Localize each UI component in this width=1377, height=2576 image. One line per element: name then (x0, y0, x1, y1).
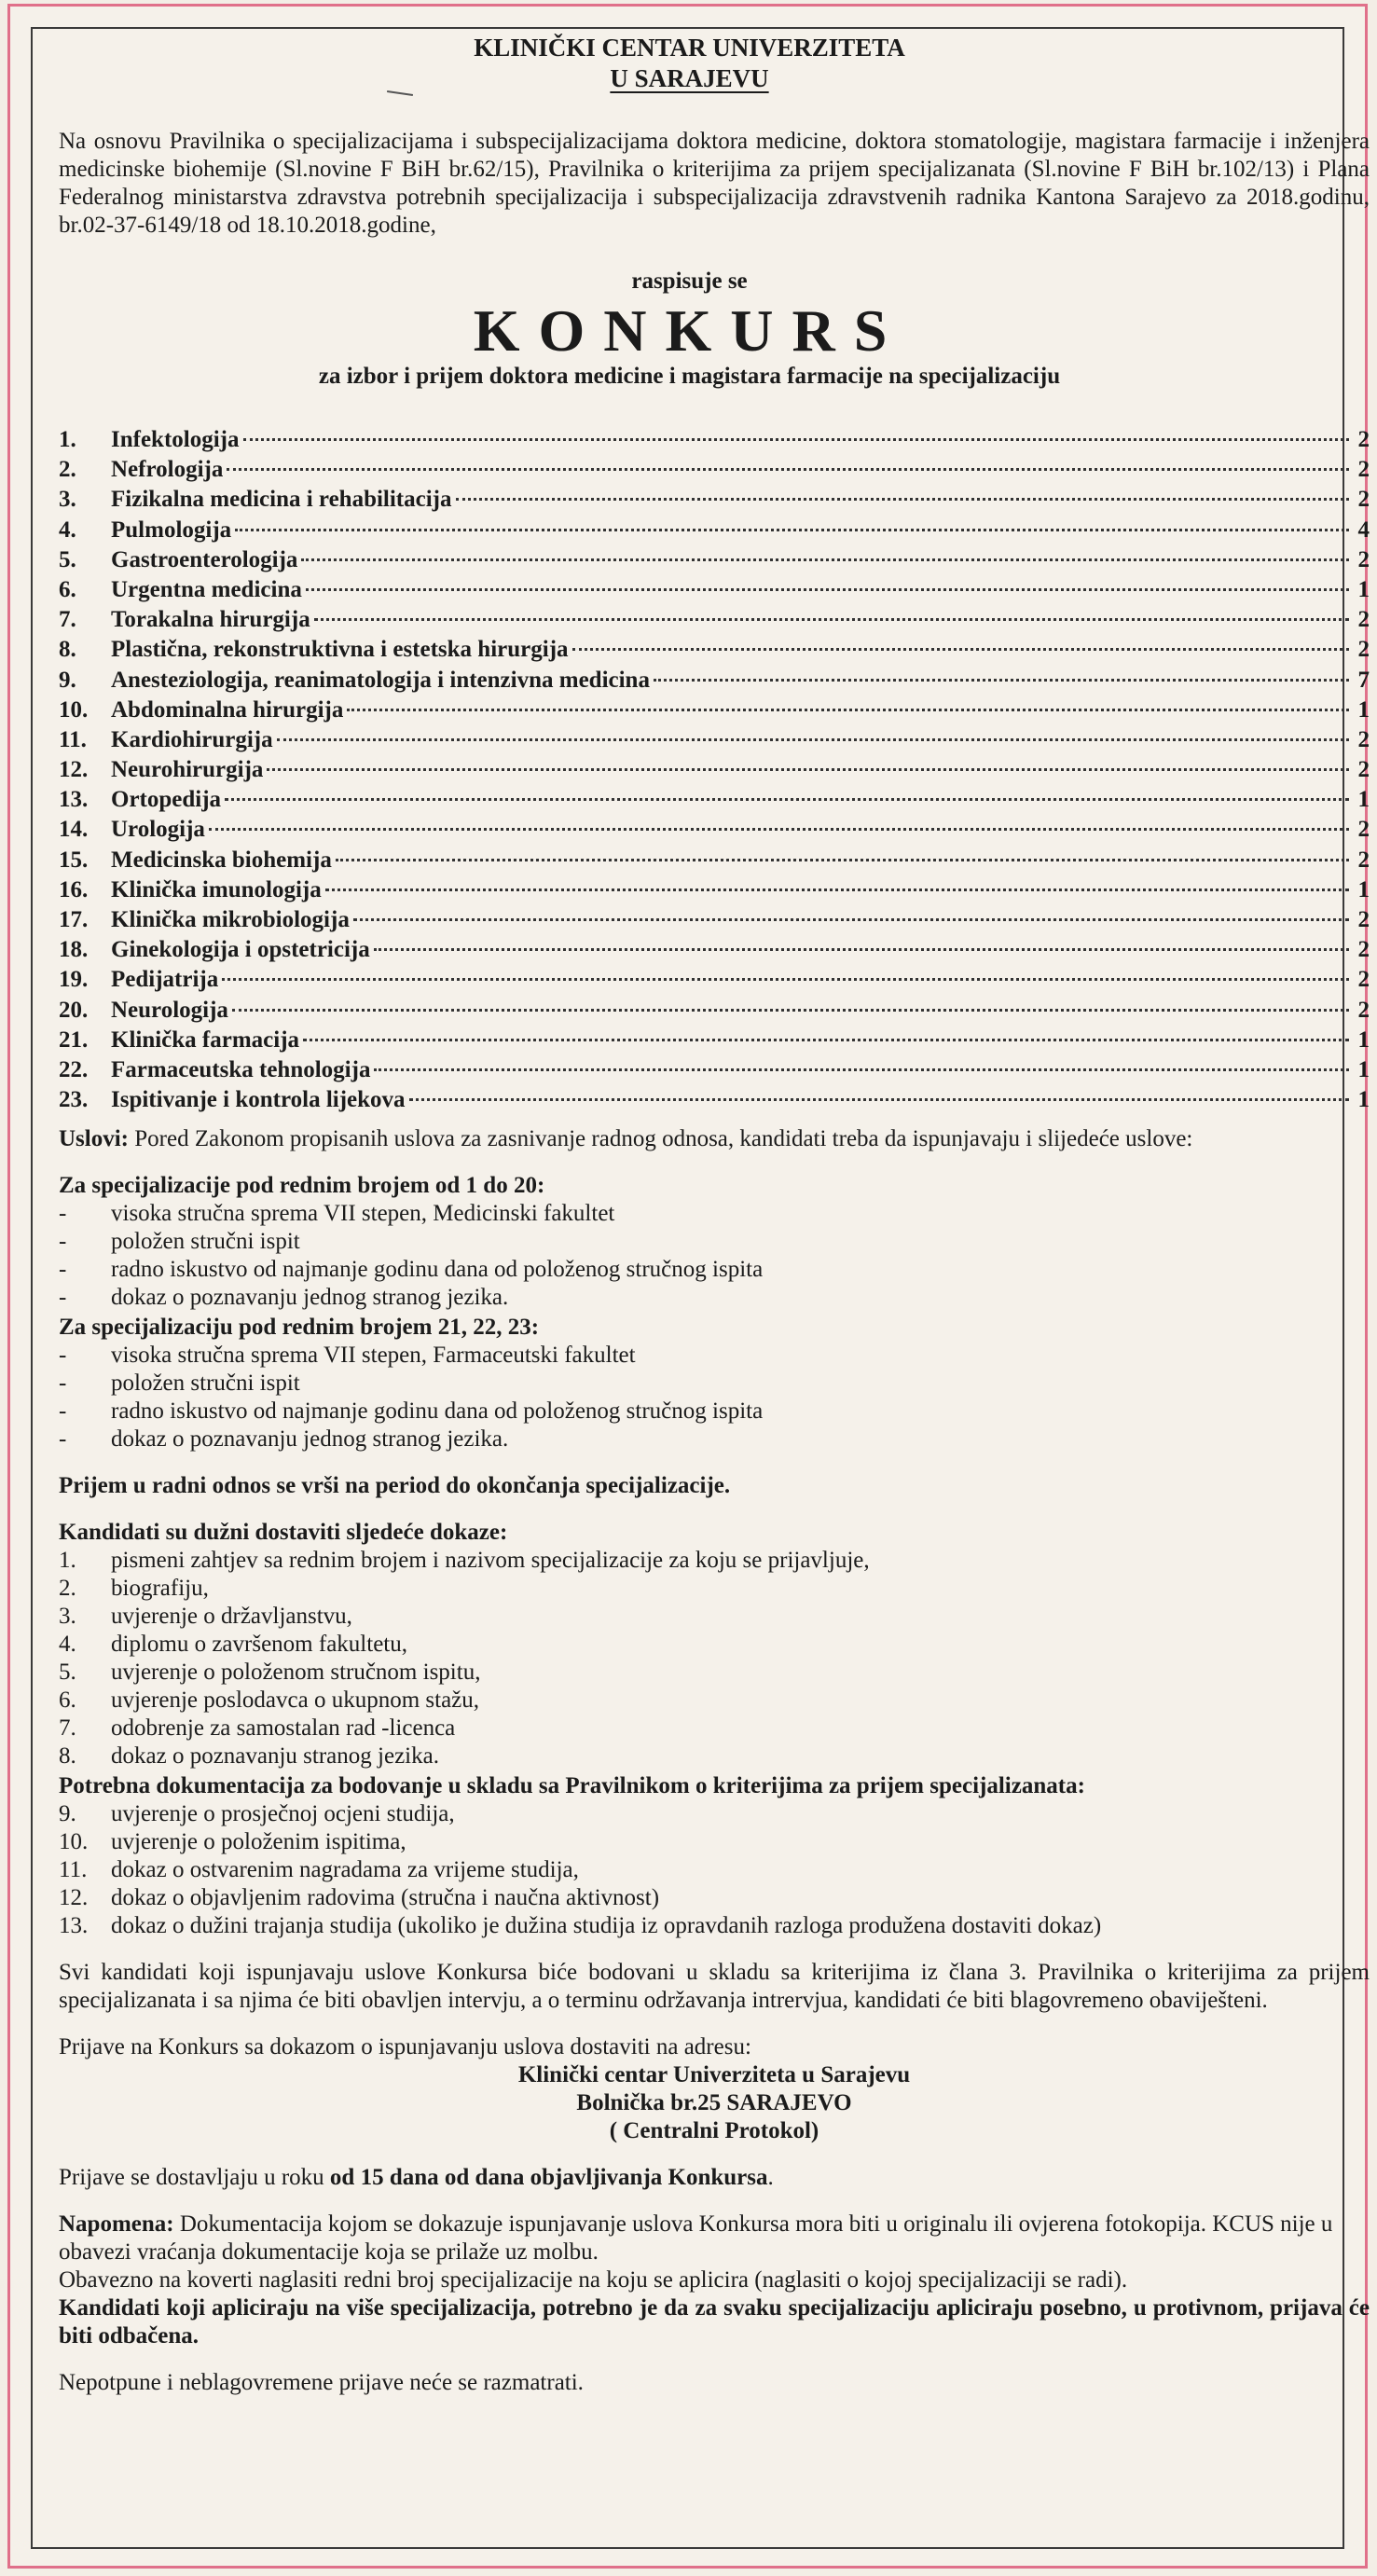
specialization-row (59, 456, 1370, 486)
document-text: pismeni zahtjev sa rednim brojem i nazivom specijalizacije za koju se prijavljuje, (111, 1548, 870, 1574)
candidates-paragraph: Svi kandidati koji ispunjavaju uslove Konkursa biće bodovani u skladu sa kriterijima iz člana 3. Pravilnika o kriterijima za prijem specijalizanata i sa njima će biti obavljen intervju, a o terminu održavanja intrervjua, kandidati će biti blagovremeno obaviješteni. (59, 1960, 1370, 2014)
document-number: 8. (59, 1743, 76, 1770)
specialization-row (59, 667, 1370, 696)
document-frame (31, 27, 1370, 2549)
specialization-row (59, 726, 1370, 756)
intro-paragraph: Na osnovu Pravilnika o specijalizacijama i subspecijalizacijama doktora medicine, doktora stomatologije, magistara farmacije i inženjera medicinske biohemije (Sl.novine F BiH br.62/15), Pravilnika o kriterijima za prijem specijalizanata (Sl.novine F BiH br.102/13) i Plana Federalnog ministarstva zdravstva potrebnih specijalizacija i subspecijalizacija zdravstvenih radnika Kantona Sarajevo za 2018.godinu, br.02-37-6149/18 od 18.10.2018.godine, (59, 129, 1370, 238)
document-item (59, 1856, 1377, 1884)
specialization-row (59, 576, 1370, 606)
specialization-row (59, 517, 1370, 546)
specialization-number: 23. (59, 1087, 89, 1113)
specialization-count: 1 (1357, 696, 1370, 723)
document-text: dokaz o objavljenim radovima (stručna i naučna aktivnost) (111, 1885, 660, 1911)
specialization-number: 19. (59, 967, 89, 993)
specialization-number: 13. (59, 787, 89, 813)
specialization-count: 2 (1357, 937, 1370, 963)
document-number: 12. (59, 1885, 89, 1911)
specialization-row (59, 1086, 1370, 1116)
document-text: uvjerenje o položenom stručnom ispitu, (111, 1660, 481, 1686)
specialization-name: Kardiohirurgija (111, 726, 273, 752)
specialization-name: Abdominalna hirurgija (111, 696, 344, 723)
document-text: uvjerenje o državljanstvu, (111, 1604, 352, 1630)
specialization-count: 1 (1357, 1026, 1370, 1053)
document-item (59, 1631, 1377, 1659)
dot-leader (222, 978, 1349, 981)
requirement-item (59, 1426, 1377, 1453)
specialization-count: 2 (1357, 607, 1370, 633)
document-item (59, 1912, 1377, 1940)
note-paragraph (59, 2211, 1370, 2266)
specialization-number: 14. (59, 817, 89, 843)
specialization-number: 12. (59, 757, 89, 783)
document-item (59, 1547, 1377, 1575)
bullet-mark: - (59, 1257, 67, 1283)
specialization-name: Neurohirurgija (111, 757, 264, 783)
specialization-name: Anesteziologija, reanimatologija i intenzivna medicina (111, 667, 650, 693)
deadline-post: . (767, 2165, 774, 2191)
dot-leader (267, 768, 1349, 771)
specialization-count: 1 (1357, 876, 1370, 902)
dot-leader (225, 798, 1349, 801)
document-text: dokaz o poznavanju stranog jezika. (111, 1743, 439, 1770)
specialization-name: Ispitivanje i kontrola lijekova (111, 1087, 406, 1113)
specialization-row (59, 546, 1370, 576)
note-multiple: Kandidati koji apliciraju na više specijalizacija, potrebno je da za svaku specijalizaciju apliciraju posebno, u protivnom, prijava će biti odbačena. (59, 2295, 1370, 2349)
bullet-mark: - (59, 1229, 67, 1255)
specialization-number: 6. (59, 576, 76, 602)
specialization-row (59, 847, 1370, 876)
document-text: biografiju, (111, 1576, 209, 1602)
requirement-item (59, 1256, 1377, 1284)
documents-heading: Kandidati su dužni dostaviti sljedeće dokaze: (59, 1520, 508, 1546)
document-number: 9. (59, 1801, 76, 1827)
document-item (59, 1743, 1377, 1770)
specialization-number: 15. (59, 847, 89, 873)
specialization-name: Klinička farmacija (111, 1026, 300, 1053)
scoring-list (59, 1800, 1377, 1940)
specialization-name: Plastična, rekonstruktivna i estetska hirurgija (111, 637, 569, 663)
specialization-name: Ortopedija (111, 787, 222, 813)
document-title: KONKURS (473, 297, 906, 364)
deadline-bold: od 15 dana od dana objavljivanja Konkursa (329, 2165, 768, 2191)
requirement-text: visoka stručna sprema VII stepen, Medicinski fakultet (111, 1201, 615, 1227)
specialization-count: 2 (1357, 757, 1370, 783)
specialization-number: 3. (59, 487, 76, 513)
specialization-count: 1 (1357, 576, 1370, 602)
specialization-count: 2 (1357, 546, 1370, 572)
specialization-row (59, 486, 1370, 516)
document-text: uvjerenje poslodavca o ukupnom stažu, (111, 1687, 480, 1714)
requirement-item (59, 1342, 1377, 1370)
address-line-2: Bolnička br.25 SARAJEVO (576, 2090, 852, 2116)
specialization-number: 20. (59, 997, 89, 1023)
specialization-row (59, 1026, 1370, 1056)
address-line-3: ( Centralni Protokol) (609, 2118, 819, 2144)
requirement-item (59, 1398, 1377, 1426)
requirement-text: radno iskustvo od najmanje godinu dana od položenog stručnog ispita (111, 1398, 764, 1425)
document-number: 13. (59, 1913, 89, 1939)
specialization-row (59, 876, 1370, 906)
dot-leader (374, 948, 1349, 951)
specialization-number: 10. (59, 696, 89, 723)
bullet-mark: - (59, 1343, 67, 1369)
specialization-count: 1 (1357, 787, 1370, 813)
page-border (7, 4, 1368, 2569)
requirement-text: radno iskustvo od najmanje godinu dana od položenog stručnog ispita (111, 1257, 764, 1283)
specialization-row (59, 997, 1370, 1026)
document-text: odobrenje za samostalan rad -licenca (111, 1715, 456, 1742)
group1-heading: Za specijalizacije pod rednim brojem od 1 do 20: (59, 1173, 545, 1199)
requirement-text: položen stručni ispit (111, 1371, 300, 1397)
document-text: uvjerenje o prosječnoj ocjeni studija, (111, 1801, 455, 1827)
specialization-count: 2 (1357, 847, 1370, 873)
requirement-item (59, 1228, 1377, 1256)
specialization-name: Fizikalna medicina i rehabilitacija (111, 487, 452, 513)
document-item (59, 1603, 1377, 1631)
dot-leader (301, 558, 1349, 561)
dot-leader (232, 1009, 1349, 1012)
specialization-number: 18. (59, 937, 89, 963)
document-subtitle: za izbor i prijem doktora medicine i magistara farmacije na specijalizaciju (318, 364, 1061, 389)
specialization-name: Nefrologija (111, 457, 224, 483)
dot-leader (572, 648, 1349, 651)
specialization-number: 11. (59, 726, 87, 752)
specialization-name: Klinička imunologija (111, 876, 322, 902)
specialization-name: Neurologija (111, 997, 228, 1023)
dot-leader (456, 498, 1349, 501)
specialization-row (59, 636, 1370, 666)
document-number: 11. (59, 1857, 88, 1883)
dot-leader (374, 1068, 1349, 1071)
specialization-count: 2 (1357, 726, 1370, 752)
specialization-list (59, 426, 1370, 1116)
document-number: 3. (59, 1604, 76, 1630)
specialization-row (59, 1056, 1370, 1086)
specialization-row (59, 936, 1370, 966)
document-text: dokaz o ostvarenim nagradama za vrijeme studija, (111, 1857, 579, 1883)
dot-leader (654, 679, 1349, 682)
specialization-count: 2 (1357, 907, 1370, 932)
requirement-item (59, 1370, 1377, 1398)
document-item (59, 1715, 1377, 1743)
document-item (59, 1687, 1377, 1715)
specialization-count: 1 (1357, 1056, 1370, 1082)
specialization-number: 16. (59, 876, 89, 902)
specialization-name: Infektologija (111, 427, 240, 452)
requirement-text: položen stručni ispit (111, 1229, 300, 1255)
specialization-count: 2 (1357, 487, 1370, 513)
dot-leader (347, 709, 1349, 711)
dot-leader (235, 529, 1349, 531)
deadline-paragraph (59, 2164, 1370, 2192)
specialization-name: Medicinska biohemija (111, 847, 332, 873)
requirement-text: visoka stručna sprema VII stepen, Farmaceutski fakultet (111, 1343, 636, 1369)
specialization-number: 21. (59, 1026, 89, 1053)
document-item (59, 1828, 1377, 1856)
note-label: Napomena: (59, 2211, 174, 2238)
announcement-line: raspisuje se (631, 269, 748, 294)
conditions-text: Pored Zakonom propisanih uslova za zasnivanje radnog odnosa, kandidati treba da ispunjavaju i slijedeće uslove: (129, 1126, 1193, 1152)
institution-city: U SARAJEVU (610, 64, 769, 92)
dot-leader (209, 828, 1349, 831)
specialization-number: 8. (59, 637, 76, 663)
address-intro: Prijave na Konkurs sa dokazom o ispunjavanju uslova dostaviti na adresu: (59, 2034, 751, 2060)
dot-leader (325, 889, 1349, 891)
dot-leader (227, 468, 1349, 471)
document-item (59, 1884, 1377, 1912)
dot-leader (314, 618, 1349, 621)
document-content (59, 29, 1377, 2397)
document-item (59, 1659, 1377, 1687)
bullet-mark: - (59, 1285, 67, 1311)
specialization-number: 1. (59, 427, 76, 452)
conditions-label: Uslovi: (59, 1126, 129, 1152)
dot-leader (409, 1098, 1349, 1101)
document-item (59, 1800, 1377, 1828)
document-number: 4. (59, 1632, 76, 1658)
document-text: diplomu o završenom fakultetu, (111, 1632, 407, 1658)
requirement-text: dokaz o poznavanju jednog stranog jezika. (111, 1426, 509, 1453)
specialization-number: 17. (59, 907, 89, 932)
institution-name: KLINIČKI CENTAR UNIVERZITETA (474, 34, 905, 62)
specialization-count: 1 (1357, 1087, 1370, 1113)
specialization-name: Urologija (111, 817, 205, 843)
specialization-name: Ginekologija i opstetricija (111, 937, 370, 963)
incomplete-notice: Nepotpune i neblagovremene prijave neće se razmatrati. (59, 2370, 584, 2396)
conditions-paragraph (59, 1125, 1370, 1153)
specialization-row (59, 606, 1370, 636)
dot-leader (306, 588, 1349, 591)
documents-list (59, 1547, 1377, 1770)
specialization-number: 7. (59, 607, 76, 633)
document-number: 6. (59, 1687, 76, 1714)
bullet-mark: - (59, 1398, 67, 1425)
document-number: 1. (59, 1548, 76, 1574)
specialization-number: 4. (59, 517, 76, 543)
scoring-heading: Potrebna dokumentacija za bodovanje u skladu sa Pravilnikom o kriterijima za prijem specijalizanata: (59, 1773, 1085, 1799)
specialization-number: 5. (59, 546, 76, 572)
specialization-count: 2 (1357, 997, 1370, 1023)
bullet-mark: - (59, 1426, 67, 1453)
specialization-count: 4 (1357, 517, 1370, 543)
specialization-count: 2 (1357, 427, 1370, 452)
note-text: Dokumentacija kojom se dokazuje ispunjavanje uslova Konkursa mora biti u originalu ili ovjerena fotokopija. KCUS nije u obavezi vraćanja dokumentacije koja se prilaže uz molbu. (59, 2211, 1333, 2266)
specialization-count: 7 (1357, 667, 1370, 693)
specialization-row (59, 816, 1370, 846)
specialization-row (59, 756, 1370, 786)
specialization-name: Torakalna hirurgija (111, 607, 310, 633)
specialization-name: Pulmologija (111, 517, 232, 543)
specialization-name: Klinička mikrobiologija (111, 907, 350, 932)
group1-list (59, 1200, 1377, 1312)
specialization-name: Gastroenterologija (111, 546, 298, 572)
bullet-mark: - (59, 1201, 67, 1227)
specialization-count: 2 (1357, 637, 1370, 663)
document-item (59, 1575, 1377, 1603)
requirement-item (59, 1200, 1377, 1228)
document-number: 10. (59, 1829, 89, 1855)
specialization-row (59, 966, 1370, 996)
specialization-name: Pedijatrija (111, 967, 219, 993)
group2-list (59, 1342, 1377, 1453)
document-text: uvjerenje o položenim ispitima, (111, 1829, 406, 1855)
specialization-number: 2. (59, 457, 76, 483)
dot-leader (277, 738, 1349, 741)
specialization-number: 9. (59, 667, 76, 693)
document-text: dokaz o dužini trajanja studija (ukoliko je dužina studija iz opravdanih razloga produžena dostaviti dokaz) (111, 1913, 1102, 1939)
employment-period: Prijem u radni odnos se vrši na period do okončanja specijalizacije. (59, 1473, 731, 1499)
dot-leader (303, 1039, 1349, 1041)
specialization-number: 22. (59, 1056, 89, 1082)
specialization-count: 2 (1357, 457, 1370, 483)
specialization-row (59, 906, 1370, 936)
document-number: 7. (59, 1715, 76, 1742)
requirement-item (59, 1284, 1377, 1312)
specialization-row (59, 426, 1370, 456)
note-envelope: Obavezno na koverti naglasiti redni broj specijalizacije na koju se aplicira (naglasiti o kojoj specijalizaciji se radi). (59, 2267, 1128, 2294)
specialization-count: 2 (1357, 817, 1370, 843)
specialization-count: 2 (1357, 967, 1370, 993)
specialization-name: Urgentna medicina (111, 576, 302, 602)
address-line-1: Klinički centar Univerziteta u Sarajevu (517, 2062, 911, 2088)
specialization-name: Farmaceutska tehnologija (111, 1056, 371, 1082)
document-number: 5. (59, 1660, 76, 1686)
dot-leader (336, 859, 1349, 861)
deadline-pre: Prijave se dostavljaju u roku (59, 2165, 330, 2191)
requirement-text: dokaz o poznavanju jednog stranog jezika. (111, 1285, 509, 1311)
document-number: 2. (59, 1576, 76, 1602)
dot-leader (353, 918, 1349, 921)
bullet-mark: - (59, 1371, 67, 1397)
specialization-row (59, 696, 1370, 726)
group2-heading: Za specijalizaciju pod rednim brojem 21, 22, 23: (59, 1315, 540, 1341)
dot-leader (243, 438, 1350, 441)
specialization-row (59, 786, 1370, 816)
